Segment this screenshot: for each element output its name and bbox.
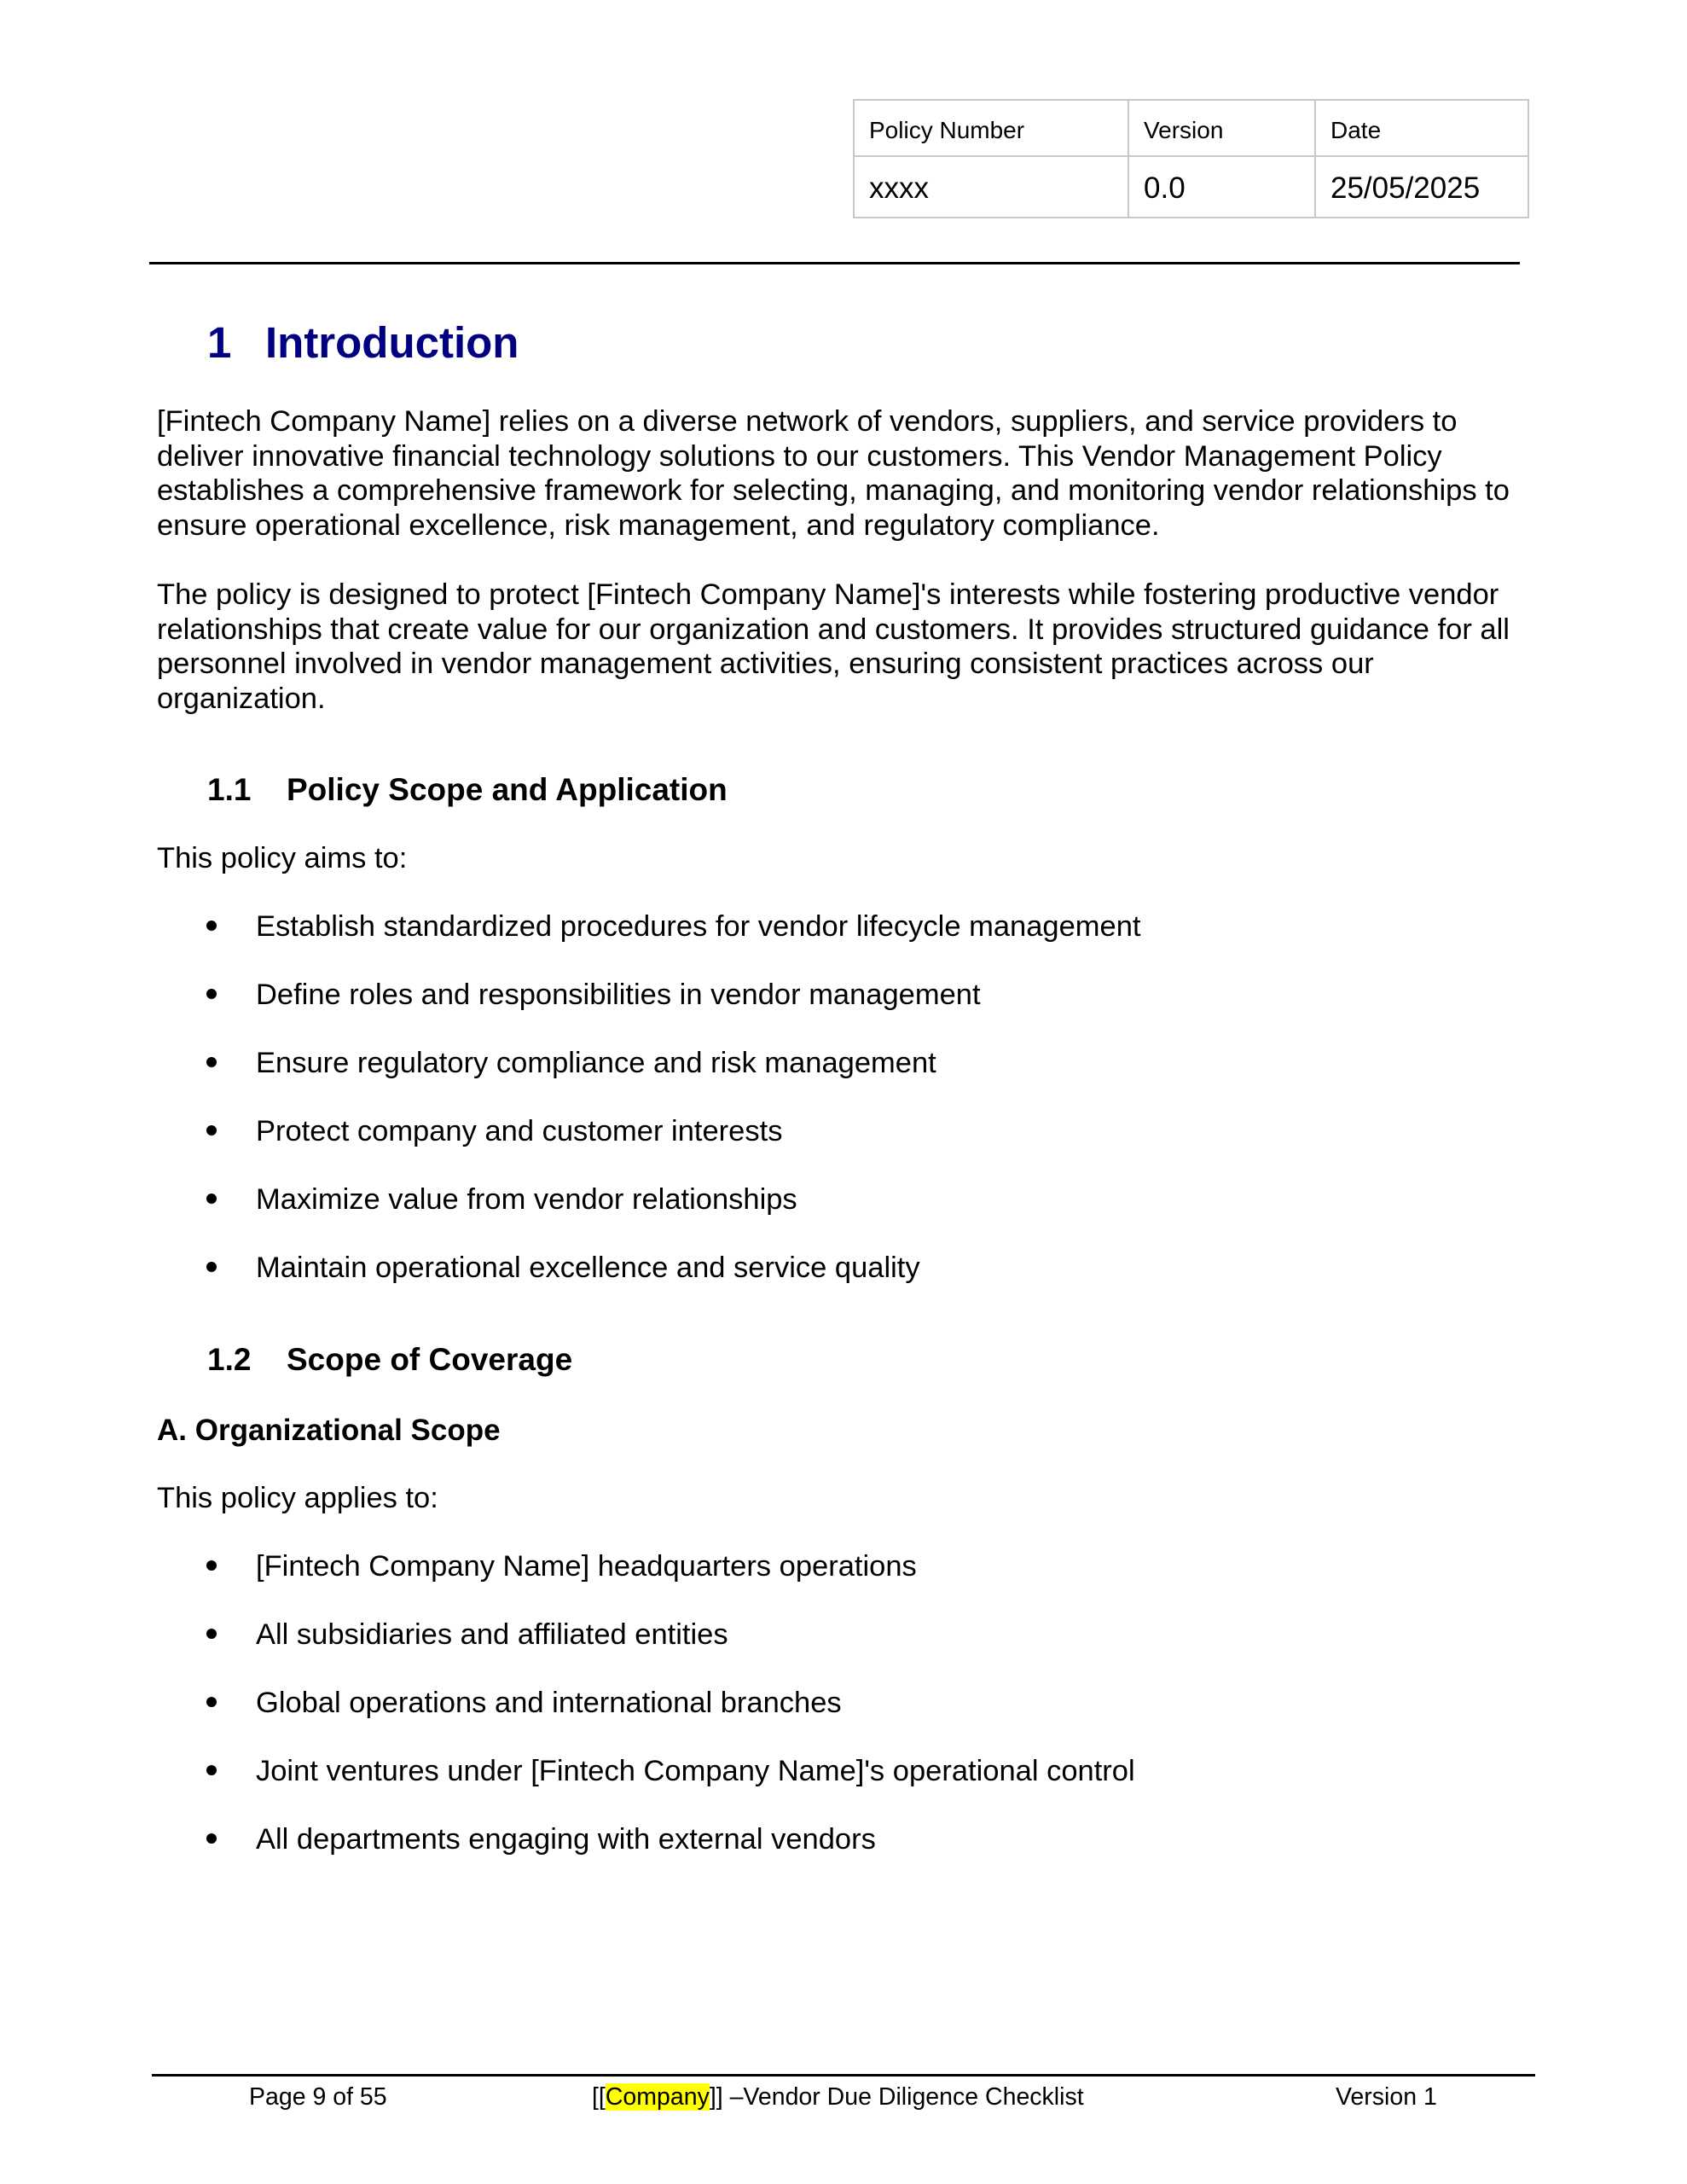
section-1-heading <box>207 317 519 368</box>
bullet-icon <box>206 989 217 999</box>
section-1-1-heading <box>207 772 728 808</box>
meta-header-date: Date <box>1315 100 1528 156</box>
footer-divider <box>152 2074 1535 2077</box>
applies-intro: This policy applies to: <box>157 1482 438 1514</box>
bullet-icon <box>206 1629 217 1639</box>
meta-header-policy-number: Policy Number <box>854 100 1128 156</box>
section-1-title: Introduction <box>265 318 519 367</box>
meta-header-version: Version <box>1128 100 1315 156</box>
bullet-icon <box>206 1057 217 1067</box>
company-placeholder-highlight: Company <box>605 2083 710 2111</box>
meta-table-header-row <box>854 100 1528 156</box>
section-1-2-title: Scope of Coverage <box>287 1342 573 1377</box>
footer-version: Version 1 <box>1336 2083 1437 2111</box>
aims-intro: This policy aims to: <box>157 842 408 874</box>
section-1-2-number: 1.2 <box>207 1342 252 1377</box>
bullet-icon <box>206 921 217 931</box>
meta-value-policy-number: xxxx <box>854 156 1128 218</box>
section-1-1-title: Policy Scope and Application <box>287 772 728 807</box>
bullet-icon <box>206 1560 217 1571</box>
bullet-icon <box>206 1194 217 1204</box>
footer-page-number: Page 9 of 55 <box>249 2083 387 2111</box>
section-1-2-heading <box>207 1342 572 1378</box>
section-1-1-number: 1.1 <box>207 772 252 807</box>
meta-value-version: 0.0 <box>1128 156 1315 218</box>
bullet-icon <box>206 1262 217 1272</box>
meta-table-value-row <box>854 156 1528 218</box>
section-1-number: 1 <box>207 318 232 367</box>
meta-value-date: 25/05/2025 <box>1315 156 1528 218</box>
organizational-scope-heading: A. Organizational Scope <box>157 1414 501 1447</box>
intro-paragraph-2: The policy is designed to protect [Fintech Company Name]'s interests while fostering productive vendor relationships that create value for our organization and customers. It provides structured guidance for all personnel involved in vendor management activities, ensuring consistent practices across our organization. <box>157 578 1510 716</box>
header-divider <box>149 262 1520 264</box>
bullet-icon <box>206 1765 217 1775</box>
bullet-icon <box>206 1833 217 1844</box>
policy-meta-table <box>853 99 1529 218</box>
bullet-icon <box>206 1125 217 1136</box>
bullet-icon <box>206 1697 217 1707</box>
footer-document-title: [[Company]] –Vendor Due Diligence Checklist <box>592 2083 1084 2111</box>
intro-paragraph-1: [Fintech Company Name] relies on a diverse network of vendors, suppliers, and service providers to deliver innovative financial technology solutions to our customers. This Vendor Management Policy establishes a comprehensive framework for selecting, managing, and monitoring vendor relationships to ensure operational excellence, risk management, and regulatory compliance. <box>157 405 1510 543</box>
